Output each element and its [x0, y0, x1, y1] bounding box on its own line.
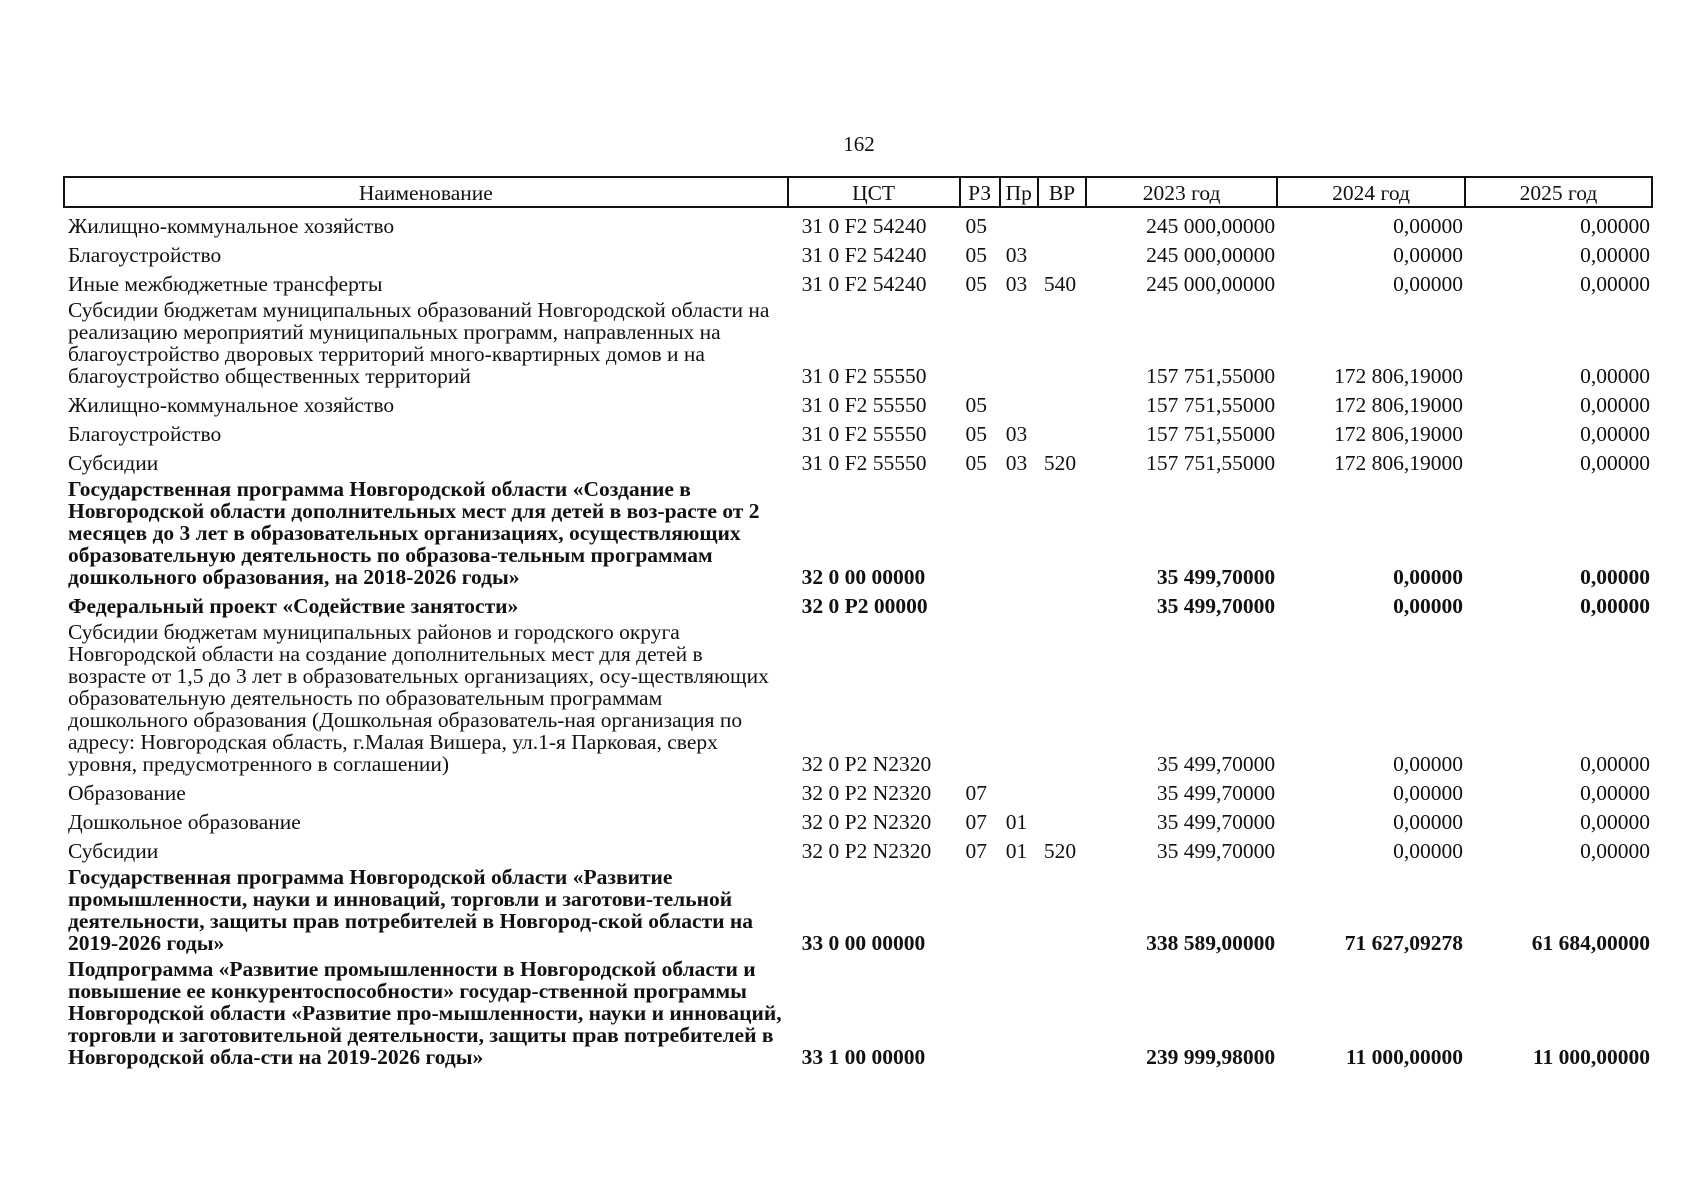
row-pr [1000, 207, 1038, 237]
row-cst: 32 0 00 00000 [801, 565, 926, 589]
row-vr [1038, 862, 1086, 954]
row-rz: 05 [965, 214, 987, 238]
row-cst: 31 0 F2 54240 [801, 214, 927, 238]
row-2023: 157 751,55000 [1146, 364, 1276, 388]
row-pr [1000, 617, 1038, 775]
row-2025: 0,00000 [1580, 272, 1650, 296]
row-2024: 0,00000 [1393, 214, 1463, 238]
row-rz: 05 [965, 393, 987, 417]
header-cst: ЦСТ [788, 177, 960, 207]
row-rz [960, 954, 1000, 1068]
row-name: Субсидии бюджетам муниципальных районов и городского округа Новгородской области на создание дополнительных мест для детей в возрасте от 1,5 до 3 лет в образовательных организациях, осу-ществляющих образовательную деятельность по образовательным программам дошкольного образования (Дошкольная образователь-ная организация по адресу: Новгородская область, г.Малая Вишера, ул.1-я Парковая, сверх уровня, предусмотренного в соглашении) [68, 620, 769, 776]
row-vr: 520 [1043, 451, 1077, 475]
row-vr [1038, 617, 1086, 775]
row-2023: 239 999,98000 [1146, 1045, 1276, 1069]
row-2024: 0,00000 [1393, 565, 1463, 589]
row-vr [1038, 387, 1086, 416]
row-name: Государственная программа Новгородской области «Создание в Новгородской области дополнительных мест для детей в воз-расте от 2 месяцев до 3 лет в образовательных организациях, осуществляющих образовательную деятельность по образова-тельным программам дошкольного образования, на 2018-2026 годы» [68, 477, 760, 589]
row-cst: 32 0 P2 N2320 [801, 781, 932, 805]
table-row [64, 266, 1652, 295]
row-2024: 0,00000 [1393, 781, 1463, 805]
row-2024: 11 000,00000 [1345, 1045, 1463, 1069]
row-2023: 338 589,00000 [1146, 931, 1276, 955]
row-2024: 0,00000 [1393, 752, 1463, 776]
row-vr [1038, 237, 1086, 266]
row-2024: 172 806,19000 [1334, 422, 1463, 446]
row-pr: 03 [1005, 422, 1028, 446]
row-name: Подпрограмма «Развитие промышленности в Новгородской области и повышение ее конкурентоспособности» государ-ственной программы Новгородской области «Развитие про-мышленности, науки и инноваций, торговли и заготовительной деятельности, защиты прав потребителей в Новгородской обла-сти на 2019-2026 годы» [68, 957, 782, 1069]
row-name: Иные межбюджетные трансферты [68, 272, 383, 296]
row-2023: 157 751,55000 [1146, 422, 1276, 446]
row-vr [1038, 474, 1086, 588]
row-2025: 0,00000 [1580, 839, 1650, 863]
row-2025: 0,00000 [1580, 752, 1650, 776]
header-2023: 2023 год [1086, 177, 1277, 207]
row-pr: 03 [1005, 272, 1028, 296]
table-row [64, 833, 1652, 862]
table-row [64, 237, 1652, 266]
row-name: Дошкольное образование [68, 810, 301, 834]
row-vr [1038, 295, 1086, 387]
row-2025: 61 684,00000 [1531, 931, 1650, 955]
row-vr [1038, 804, 1086, 833]
row-rz: 05 [965, 243, 987, 267]
header-2024: 2024 год [1277, 177, 1465, 207]
row-rz [960, 617, 1000, 775]
table-row [64, 617, 1652, 775]
row-pr [1000, 474, 1038, 588]
row-2023: 35 499,70000 [1156, 565, 1276, 589]
row-rz [960, 474, 1000, 588]
row-pr [1000, 954, 1038, 1068]
row-cst: 32 0 P2 N2320 [801, 810, 932, 834]
row-cst: 31 0 F2 55550 [801, 451, 927, 475]
row-2024: 172 806,19000 [1334, 364, 1463, 388]
row-2023: 245 000,00000 [1146, 272, 1276, 296]
table-row [64, 387, 1652, 416]
row-2023: 157 751,55000 [1146, 393, 1276, 417]
row-name: Благоустройство [68, 243, 222, 267]
table-row [64, 775, 1652, 804]
row-name: Государственная программа Новгородской области «Развитие промышленности, науки и инноваций, торговли и заготови-тельной деятельности, защиты прав потребителей в Новгород-ской области на 2019-2026 годы» [68, 865, 754, 955]
row-cst: 31 0 F2 54240 [801, 272, 927, 296]
row-2023: 35 499,70000 [1156, 752, 1276, 776]
row-cst: 32 0 P2 N2320 [801, 839, 932, 863]
row-vr [1038, 954, 1086, 1068]
row-2023: 35 499,70000 [1156, 810, 1276, 834]
row-2025: 11 000,00000 [1532, 1045, 1650, 1069]
row-vr [1038, 588, 1086, 617]
page-number: 162 [843, 132, 875, 156]
row-2025: 0,00000 [1580, 594, 1650, 618]
header-pr: Пр [1000, 177, 1038, 207]
row-2025: 0,00000 [1580, 364, 1650, 388]
row-rz [960, 862, 1000, 954]
table-row [64, 588, 1652, 617]
row-vr [1038, 416, 1086, 445]
row-cst: 31 0 F2 54240 [801, 243, 927, 267]
row-2023: 35 499,70000 [1156, 781, 1276, 805]
row-pr [1000, 588, 1038, 617]
row-2025: 0,00000 [1580, 451, 1650, 475]
row-rz: 05 [965, 451, 987, 475]
row-rz: 07 [965, 810, 987, 834]
row-pr: 01 [1005, 810, 1028, 834]
row-2023: 157 751,55000 [1146, 451, 1276, 475]
row-2024: 0,00000 [1393, 839, 1463, 863]
row-2024: 71 627,09278 [1344, 931, 1463, 955]
row-2024: 0,00000 [1393, 272, 1463, 296]
row-name: Жилищно-коммунальное хозяйство [68, 393, 395, 417]
row-name: Субсидии [68, 451, 159, 475]
row-2025: 0,00000 [1580, 214, 1650, 238]
row-rz: 07 [965, 781, 987, 805]
row-2023: 35 499,70000 [1156, 594, 1276, 618]
row-cst: 33 1 00 00000 [801, 1045, 926, 1069]
row-cst: 31 0 F2 55550 [801, 393, 927, 417]
table-row [64, 295, 1652, 387]
table-row [64, 445, 1652, 474]
row-2024: 172 806,19000 [1334, 451, 1463, 475]
row-2025: 0,00000 [1580, 781, 1650, 805]
row-cst: 31 0 F2 55550 [801, 364, 927, 388]
row-name: Субсидии [68, 839, 159, 863]
row-cst: 32 0 P2 N2320 [801, 752, 932, 776]
row-name: Образование [68, 781, 186, 805]
header-rz: РЗ [960, 177, 1000, 207]
table-row [64, 954, 1652, 1068]
row-2023: 245 000,00000 [1146, 214, 1276, 238]
row-2023: 245 000,00000 [1146, 243, 1276, 267]
row-2025: 0,00000 [1580, 393, 1650, 417]
row-cst: 31 0 F2 55550 [801, 422, 927, 446]
table-row [64, 416, 1652, 445]
header-vr: ВР [1038, 177, 1086, 207]
row-2025: 0,00000 [1580, 565, 1650, 589]
row-2023: 35 499,70000 [1156, 839, 1276, 863]
row-pr: 03 [1005, 451, 1028, 475]
row-rz [960, 295, 1000, 387]
row-pr: 03 [1005, 243, 1028, 267]
row-2025: 0,00000 [1580, 243, 1650, 267]
row-vr [1038, 207, 1086, 237]
table-body [64, 207, 1652, 1068]
row-vr: 520 [1043, 839, 1077, 863]
row-pr [1000, 387, 1038, 416]
row-pr [1000, 295, 1038, 387]
row-rz: 07 [965, 839, 987, 863]
row-rz: 05 [965, 422, 987, 446]
row-name: Жилищно-коммунальное хозяйство [68, 214, 395, 238]
table-header-row [64, 177, 1652, 207]
row-2025: 0,00000 [1580, 422, 1650, 446]
row-rz: 05 [965, 272, 987, 296]
row-2024: 0,00000 [1393, 810, 1463, 834]
budget-table [63, 176, 1653, 1068]
row-pr [1000, 775, 1038, 804]
row-vr [1038, 775, 1086, 804]
row-cst: 33 0 00 00000 [801, 931, 926, 955]
row-vr: 540 [1043, 272, 1077, 296]
row-pr [1000, 862, 1038, 954]
table-row [64, 207, 1652, 237]
row-name: Благоустройство [68, 422, 222, 446]
table-row [64, 474, 1652, 588]
row-pr: 01 [1005, 839, 1028, 863]
row-2024: 0,00000 [1393, 243, 1463, 267]
row-rz [960, 588, 1000, 617]
row-cst: 32 0 P2 00000 [801, 594, 928, 618]
header-name: Наименование [64, 177, 788, 207]
row-name: Федеральный проект «Содействие занятости» [68, 594, 519, 618]
table-row [64, 862, 1652, 954]
table-row [64, 804, 1652, 833]
row-2024: 0,00000 [1393, 594, 1463, 618]
row-2024: 172 806,19000 [1334, 393, 1463, 417]
header-2025: 2025 год [1465, 177, 1652, 207]
row-name: Субсидии бюджетам муниципальных образований Новгородской области на реализацию мероприятий муниципальных программ, направленных на благоустройство дворовых территорий много-квартирных домов и на благоустройство общественных территорий [68, 298, 770, 388]
row-2025: 0,00000 [1580, 810, 1650, 834]
